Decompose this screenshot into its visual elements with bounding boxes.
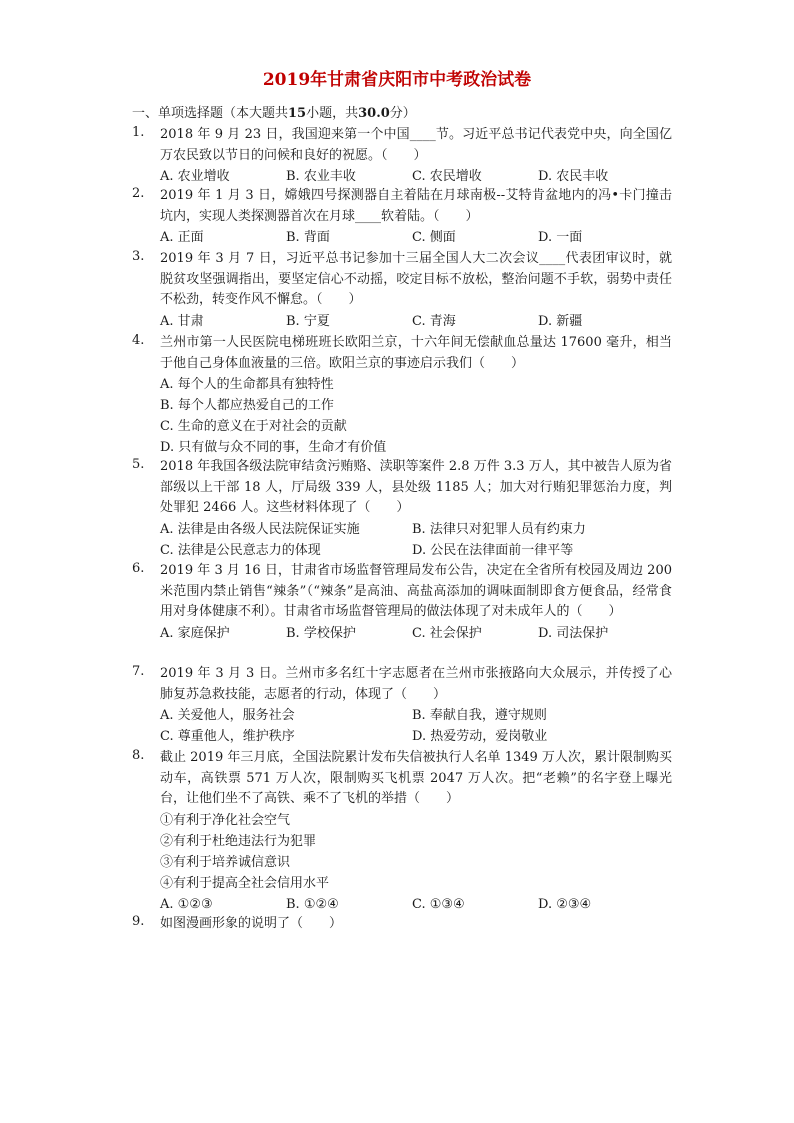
statement-item: ②有利于杜绝违法行为犯罪 — [160, 833, 317, 849]
option-b: B. 法律只对犯罪人员有约束力 — [412, 521, 586, 537]
option-a: A. 正面 — [160, 230, 204, 246]
question-number: 1. — [132, 125, 145, 140]
statement-list — [160, 810, 672, 894]
question-stem: 截止 2019 年三月底，全国法院累计发布失信被执行人名单 1349 万人次，累计限制购买动车，高铁票 571 万人次，限制购买飞机票 2047 万人次。把“老赖”的名字登上曝光台，让他们坐不了高铁、乘不了飞机的举措（ ） — [160, 750, 672, 807]
option-list — [160, 519, 672, 561]
question-1 — [132, 125, 672, 187]
section-suffix: 分） — [389, 106, 416, 121]
exam-title: 2019年甘肃省庆阳市中考政治试卷 — [262, 70, 532, 90]
option-b: B. 学校保护 — [286, 625, 356, 641]
question-stem: 2018 年我国各级法院审结贪污贿赂、渎职等案件 2.8 万件 3.3 万人，其中被告人原为省部级以上干部 18 人，厅局级 339 人，县处级 1185 人；加大对行贿犯罪惩治力度，判处罪犯 2466 人。这些材料体现了（ ） — [160, 459, 672, 516]
question-4 — [132, 333, 672, 458]
option-list — [160, 705, 672, 747]
option-row — [160, 311, 672, 332]
statement-item: ①有利于净化社会空气 — [160, 812, 291, 828]
option-row — [160, 519, 672, 540]
option-b: B. 农业丰收 — [286, 169, 356, 185]
option-c: C. 农民增收 — [412, 169, 482, 185]
option-row — [160, 705, 672, 726]
option-b: B. 背面 — [286, 230, 330, 246]
section-count: 15 — [288, 106, 307, 121]
question-stem: 2019 年 3 月 16 日，甘肃省市场监督管理局发布公告，决定在全省所有校园及周边 200 米范围内禁止销售“辣条”（“辣条”是高油、高盐高添加的调味面制即食方便食品，经常食用对身体健康不利）。甘肃省市场监督管理局的做法体现了对未成年人的（ ） — [160, 563, 672, 620]
option-c: C. 侧面 — [412, 230, 456, 246]
option-d: D. 公民在法律面前一律平等 — [412, 542, 574, 558]
question-number: 5. — [132, 457, 145, 472]
option-a: A. 农业增收 — [160, 169, 230, 185]
option-list — [160, 374, 672, 458]
section-mid: 小题，共 — [306, 106, 359, 121]
statement-item: ③有利于培养诚信意识 — [160, 854, 291, 870]
question-9 — [132, 914, 672, 935]
option-d: D. 新疆 — [538, 313, 583, 329]
option-b: B. 奉献自我，遵守规则 — [412, 708, 547, 724]
question-number: 8. — [132, 748, 145, 763]
option-a: A. 甘肃 — [160, 313, 204, 329]
question-8 — [132, 748, 672, 915]
option-row — [160, 227, 672, 248]
question-3 — [132, 249, 672, 332]
question-6 — [132, 561, 672, 644]
option-d: D. 一面 — [538, 230, 583, 246]
option-d: D. 农民丰收 — [538, 169, 609, 185]
option-c: C. 社会保护 — [412, 625, 482, 641]
option-a: A. 每个人的生命都具有独特性 — [160, 377, 334, 393]
question-number: 9. — [132, 914, 145, 929]
option-c: C. 法律是公民意志力的体现 — [160, 542, 321, 558]
question-5 — [132, 457, 672, 561]
option-b: B. ①②④ — [286, 896, 339, 912]
option-a: A. ①②③ — [160, 896, 213, 912]
question-number: 6. — [132, 561, 145, 576]
option-b: B. 每个人都应热爱自己的工作 — [160, 398, 334, 414]
section-score: 30.0 — [358, 106, 390, 121]
option-row — [160, 166, 672, 187]
question-number: 3. — [132, 249, 145, 264]
option-d: D. 只有做与众不同的事，生命才有价值 — [160, 440, 387, 456]
question-number: 2. — [132, 186, 145, 201]
option-d: D. 热爱劳动，爱岗敬业 — [412, 729, 548, 745]
option-row — [160, 726, 672, 747]
option-c: C. ①③④ — [412, 896, 465, 912]
option-d: D. ②③④ — [538, 896, 592, 912]
question-stem: 2019 年 3 月 7 日，习近平总书记参加十三届全国人大二次会议____代表团审议时，就脱贫攻坚强调指出，要坚定信心不动摇，咬定目标不放松，整治问题不手软，弱势中责任不松劲，转变作风不懈怠。（ ） — [160, 251, 672, 308]
option-row — [160, 540, 672, 561]
question-2 — [132, 186, 672, 248]
option-c: C. 青海 — [412, 313, 456, 329]
question-number: 4. — [132, 333, 145, 348]
question-stem: 兰州市第一人民医院电梯班班长欧阳兰京，十六年间无偿献血总量达 17600 毫升，相当于他自己身体血液量的三倍。欧阳兰京的事迹启示我们（ ） — [160, 335, 672, 371]
option-d: D. 司法保护 — [538, 625, 609, 641]
statement-item: ④有利于提高全社会信用水平 — [160, 875, 330, 891]
question-7 — [132, 664, 672, 747]
option-c: C. 尊重他人，维护秩序 — [160, 729, 295, 745]
option-a: A. 关爱他人，服务社会 — [160, 708, 295, 724]
question-stem: 2018 年 9 月 23 日，我国迎来第一个中国____节。习近平总书记代表党中央，向全国亿万农民致以节日的问候和良好的祝愿。（ ） — [160, 127, 672, 163]
option-a: A. 家庭保护 — [160, 625, 230, 641]
question-number: 7. — [132, 664, 145, 679]
option-a: A. 法律是由各级人民法院保证实施 — [160, 521, 360, 537]
option-row — [160, 623, 672, 644]
question-stem: 2019 年 3 月 3 日。兰州市多名红十字志愿者在兰州市张掖路向大众展示，并传授了心肺复苏急救技能，志愿者的行动，体现了（ ） — [160, 666, 672, 702]
section-prefix: 一、单项选择题（本大题共 — [132, 106, 289, 121]
option-b: B. 宁夏 — [286, 313, 330, 329]
section-heading — [132, 104, 416, 124]
question-stem: 2019 年 1 月 3 日，嫦娥四号探测器自主着陆在月球南极--艾特肯盆地内的冯•卡门撞击坑内，实现人类探测器首次在月球____软着陆。（ ） — [160, 188, 672, 224]
option-row — [160, 894, 672, 915]
option-c: C. 生命的意义在于对社会的贡献 — [160, 419, 347, 435]
question-stem: 如图漫画形象的说明了（ ） — [160, 916, 343, 931]
